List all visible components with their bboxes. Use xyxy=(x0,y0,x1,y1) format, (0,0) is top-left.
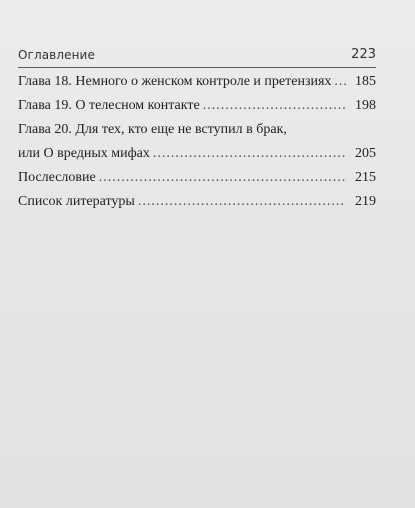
toc-entry-title: Список литературы xyxy=(18,194,135,209)
toc-entry-title-line-1: Глава 20. Для тех, кто еще не вступил в брак, xyxy=(18,122,287,137)
dot-leader xyxy=(334,70,346,94)
toc-entry-chapter-20 xyxy=(18,118,376,166)
toc-entry-bibliography xyxy=(18,190,376,214)
toc-entry-chapter-18 xyxy=(18,70,376,94)
toc-page-number: 219 xyxy=(355,194,376,209)
toc-entry-title-line-2: или О вредных мифах xyxy=(18,146,150,161)
toc-page-number: 185 xyxy=(355,74,376,89)
toc-page-number: 198 xyxy=(355,98,376,113)
toc-entry-chapter-19 xyxy=(18,94,376,118)
dot-leader xyxy=(153,142,346,166)
toc-page-number: 215 xyxy=(355,170,376,185)
dot-leader xyxy=(138,190,346,214)
toc-entry-title: Глава 18. Немного о женском контроле и претензиях xyxy=(18,74,332,89)
page-number: 223 xyxy=(351,47,376,62)
table-of-contents xyxy=(18,70,376,214)
toc-entry-title: Глава 19. О телесном контакте xyxy=(18,98,200,113)
page-header xyxy=(18,47,376,68)
dot-leader xyxy=(203,94,346,118)
toc-entry-afterword xyxy=(18,166,376,190)
section-title: Оглавление xyxy=(18,48,95,62)
dot-leader xyxy=(99,166,346,190)
toc-page-number: 205 xyxy=(355,146,376,161)
toc-entry-title: Послесловие xyxy=(18,170,96,185)
